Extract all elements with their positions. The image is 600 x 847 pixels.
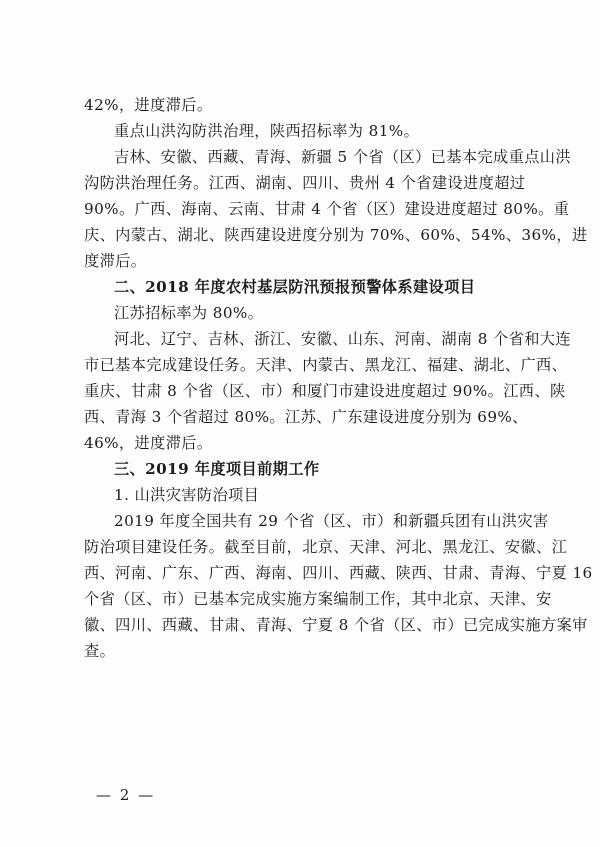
text-line: 沟防洪治理任务。江西、湖南、四川、贵州 4 个省建设进度超过 — [84, 174, 526, 192]
text-line: 徽、四川、西藏、甘肃、青海、宁夏 8 个省（区、市）已完成实施方案审 — [84, 616, 588, 634]
text-line: 西、河南、广东、广西、海南、四川、西藏、陕西、甘肃、青海、宁夏 16 — [84, 564, 593, 582]
text-line: 查。 — [84, 642, 116, 660]
paragraph-first-line: 重点山洪沟防洪治理，陕西招标率为 81%。 — [114, 122, 420, 140]
document-body — [84, 92, 593, 664]
paragraph-first-line: 吉林、安徽、西藏、青海、新疆 5 个省（区）已基本完成重点山洪 — [114, 148, 571, 166]
paragraph-first-line: 2019 年度全国共有 29 个省（区、市）和新疆兵团有山洪灾害 — [114, 512, 549, 530]
page-number: — 2 — — [96, 786, 156, 804]
text-line: 42%，进度滞后。 — [84, 96, 213, 114]
paragraph-first-line: 江苏招标率为 80%。 — [114, 304, 264, 322]
paragraph-first-line: 河北、辽宁、吉林、浙江、安徽、山东、河南、湖南 8 个省和大连 — [114, 330, 571, 348]
text-line: 庆、内蒙古、湖北、陕西建设进度分别为 70%、60%、54%、36%，进 — [84, 226, 588, 244]
text-line: 重庆、甘肃 8 个省（区、市）和厦门市建设进度超过 90%。江西、陕 — [84, 382, 566, 400]
text-line: 个省（区、市）已基本完成实施方案编制工作，其中北京、天津、安 — [84, 590, 552, 608]
text-line: 46%，进度滞后。 — [84, 434, 213, 452]
text-line: 市已基本完成建设任务。天津、内蒙古、黑龙江、福建、湖北、广西、 — [84, 356, 568, 374]
section-heading: 三、2019 年度项目前期工作 — [114, 460, 320, 478]
text-line: 西、青海 3 个省超过 80%。江苏、广东建设进度分别为 69%、 — [84, 408, 528, 426]
text-line: 度滞后。 — [84, 252, 147, 270]
subsection-heading: 1. 山洪灾害防治项目 — [114, 486, 260, 504]
section-heading: 二、2018 年度农村基层防汛预报预警体系建设项目 — [114, 278, 476, 296]
text-line: 90%。广西、海南、云南、甘肃 4 个省（区）建设进度超过 80%。重 — [84, 200, 570, 218]
text-line: 防治项目建设任务。截至目前，北京、天津、河北、黑龙江、安徽、江 — [84, 538, 568, 556]
